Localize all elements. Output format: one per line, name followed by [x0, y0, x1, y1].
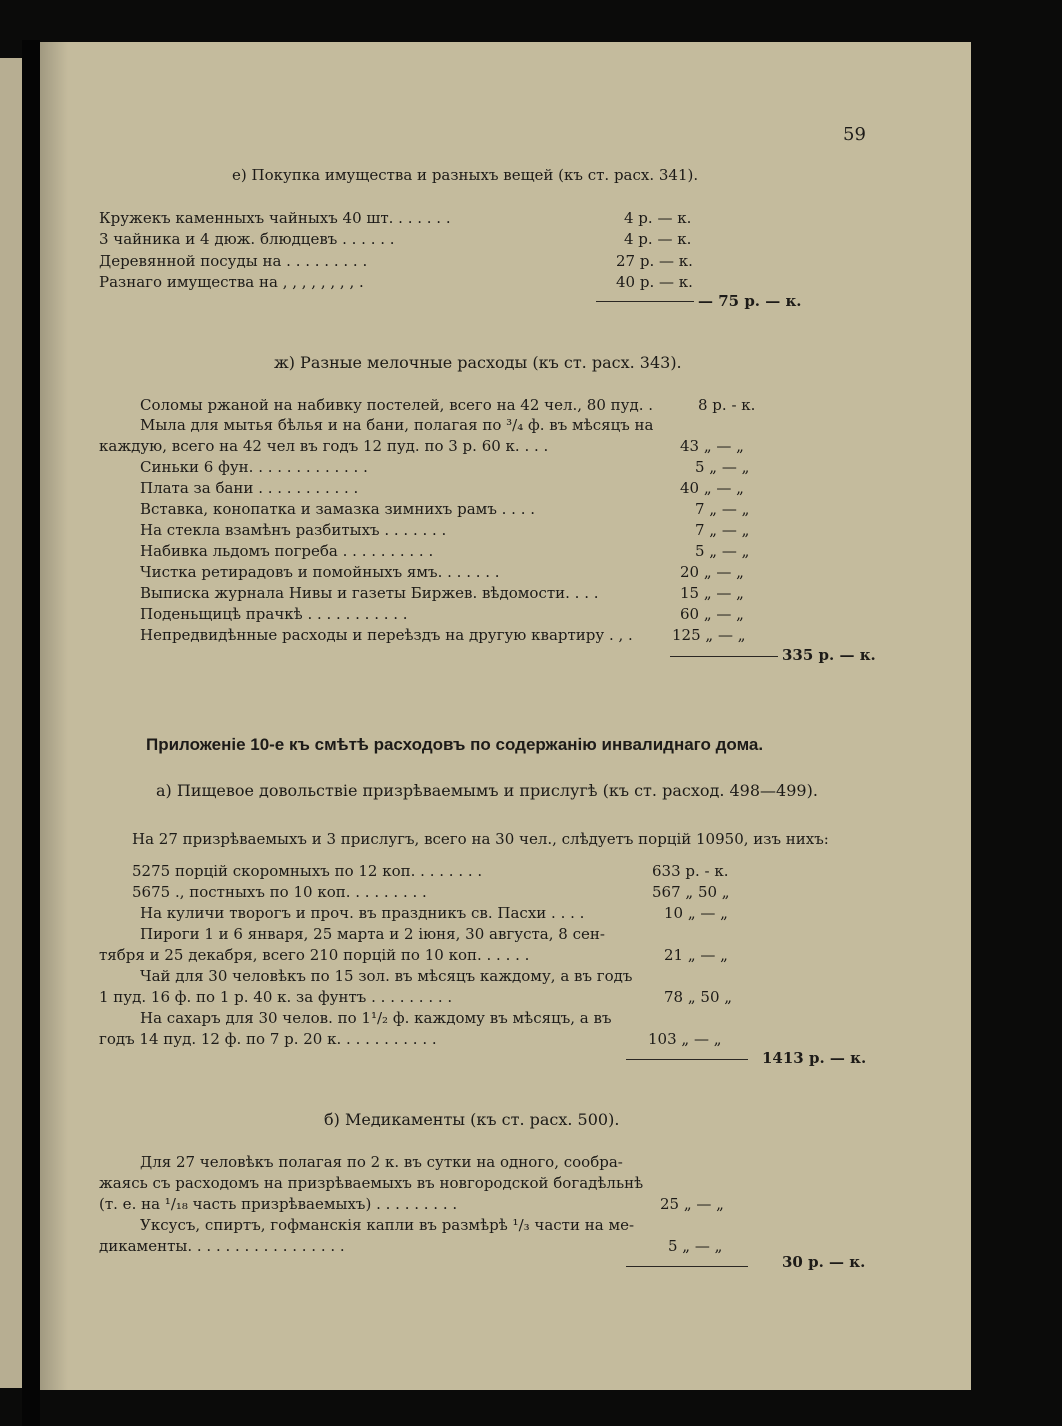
section-zh-line-label: Соломы ржаной на набивку постелей, всего на 42 чел., 80 пуд. . — [140, 396, 654, 414]
section-b-line-label: дикаменты. . . . . . . . . . . . . . . . . — [99, 1237, 345, 1255]
section-a-line-amount: 21 „ — „ — [664, 946, 728, 964]
section-a-intro: На 27 призрѣваемыхъ и 3 прислугъ, всего на 30 чел., слѣдуетъ порцій 10950, изъ нихъ: — [132, 830, 829, 848]
section-a-line-label: годъ 14 пуд. 12 ф. по 7 р. 20 к. . . . . . . . . . . — [99, 1030, 437, 1048]
facing-page-edge — [0, 58, 22, 1388]
section-zh-line-label: Мыла для мытья бѣлья и на бани, полагая по ³/₄ ф. въ мѣсяцъ на — [140, 416, 654, 434]
section-a-line-amount: 633 р. - к. — [652, 862, 729, 880]
section-zh-line-label: На стекла взамѣнъ разбитыхъ . . . . . . . — [140, 521, 447, 539]
section-e-item-label: 3 чайника и 4 дюж. блюдцевъ . . . . . . — [99, 230, 395, 248]
section-zh-line-label: каждую, всего на 42 чел въ годъ 12 пуд. по 3 р. 60 к. . . . — [99, 437, 549, 455]
section-b-sum-rule — [626, 1266, 748, 1267]
section-e-item-amount: 40 р. — к. — [616, 273, 693, 291]
section-zh-sum-rule — [670, 656, 778, 657]
section-a-line-label: тября и 25 декабря, всего 210 порцій по 10 коп. . . . . . — [99, 946, 530, 964]
section-zh-total: 335 р. — к. — [782, 646, 876, 664]
section-zh-line-label: Набивка льдомъ погреба . . . . . . . . . . — [140, 542, 434, 560]
section-zh-line-amount: 7 „ — „ — [695, 521, 750, 539]
section-e-sum-rule — [596, 301, 694, 302]
section-zh-line-label: Выписка журнала Нивы и газеты Биржев. вѣдомости. . . . — [140, 584, 599, 602]
page-number: 59 — [843, 124, 866, 145]
section-a-line-label: На сахаръ для 30 челов. по 1¹/₂ ф. каждому въ мѣсяцъ, а въ — [140, 1009, 612, 1027]
section-zh-line-label: Непредвидѣнные расходы и переѣздъ на другую квартиру . , . — [140, 626, 633, 644]
section-zh-line-amount: 15 „ — „ — [680, 584, 744, 602]
section-a-line-label: 5675 ., постныхъ по 10 коп. . . . . . . . . — [132, 883, 427, 901]
section-e-heading: е) Покупка имущества и разныхъ вещей (къ ст. расх. 341). — [232, 166, 699, 184]
section-b-line-label: Для 27 человѣкъ полагая по 2 к. въ сутки на одного, сообра- — [140, 1153, 623, 1171]
section-b-total: 30 р. — к. — [782, 1253, 866, 1271]
section-e-item-amount: 27 р. — к. — [616, 252, 693, 270]
section-zh-line-amount: 20 „ — „ — [680, 563, 744, 581]
section-b-line-amount: 25 „ — „ — [660, 1195, 724, 1213]
section-zh-heading: ж) Разные мелочные расходы (къ ст. расх. 343). — [274, 353, 682, 372]
section-e-item-amount: 4 р. — к. — [624, 230, 692, 248]
appendix-heading: Приложеніе 10-е къ смѣтѣ расходовъ по содержанію инвалиднаго дома. — [146, 735, 764, 754]
section-e-item-amount: 4 р. — к. — [624, 209, 692, 227]
section-zh-line-label: Вставка, конопатка и замазка зимнихъ рамъ . . . . — [140, 500, 536, 518]
section-b-line-amount: 5 „ — „ — [668, 1237, 723, 1255]
book-page — [40, 42, 971, 1390]
section-b-line-label: жаясь съ расходомъ на призрѣваемыхъ въ новгородской богадѣльнѣ — [99, 1174, 644, 1192]
section-zh-line-amount: 8 р. - к. — [698, 396, 756, 414]
section-e-item-label: Кружекъ каменныхъ чайныхъ 40 шт. . . . . . . — [99, 209, 451, 227]
section-a-line-label: 1 пуд. 16 ф. по 1 р. 40 к. за фунтъ . . . . . . . . . — [99, 988, 453, 1006]
section-zh-line-amount: 7 „ — „ — [695, 500, 750, 518]
section-zh-line-amount: 43 „ — „ — [680, 437, 744, 455]
section-a-line-amount: 103 „ — „ — [648, 1030, 722, 1048]
section-e-total: — 75 р. — к. — [698, 292, 802, 310]
section-a-line-amount: 78 „ 50 „ — [664, 988, 733, 1006]
section-a-line-amount: 567 „ 50 „ — [652, 883, 730, 901]
section-a-line-label: На куличи творогъ и проч. въ праздникъ св. Пасхи . . . . — [140, 904, 585, 922]
section-zh-line-amount: 5 „ — „ — [695, 458, 750, 476]
section-zh-line-amount: 5 „ — „ — [695, 542, 750, 560]
section-zh-line-label: Поденьщицѣ прачкѣ . . . . . . . . . . . — [140, 605, 408, 623]
section-zh-line-label: Плата за бани . . . . . . . . . . . — [140, 479, 359, 497]
section-a-line-label: Чай для 30 человѣкъ по 15 зол. въ мѣсяцъ каждому, а въ годъ — [140, 967, 633, 985]
page-gutter-shadow — [40, 42, 68, 1390]
section-zh-line-label: Синьки 6 фун. . . . . . . . . . . . . — [140, 458, 368, 476]
section-a-line-label: Пироги 1 и 6 января, 25 марта и 2 іюня, 30 августа, 8 сен- — [140, 925, 605, 943]
section-zh-line-amount: 125 „ — „ — [672, 626, 746, 644]
section-e-item-label: Деревянной посуды на . . . . . . . . . — [99, 252, 368, 270]
section-zh-line-amount: 60 „ — „ — [680, 605, 744, 623]
section-zh-line-amount: 40 „ — „ — [680, 479, 744, 497]
section-a-line-label: 5275 порцій скоромныхъ по 12 коп. . . . . . . . — [132, 862, 483, 880]
section-b-line-label: (т. е. на ¹/₁₈ часть призрѣваемыхъ) . . . . . . . . . — [99, 1195, 458, 1213]
section-a-heading: а) Пищевое довольствіе призрѣваемымъ и прислугѣ (къ ст. расход. 498—499). — [156, 781, 818, 800]
section-a-sum-rule — [626, 1059, 748, 1060]
section-zh-line-label: Чистка ретирадовъ и помойныхъ ямъ. . . . . . . — [140, 563, 500, 581]
section-b-line-label: Уксусъ, спиртъ, гофманскія капли въ размѣрѣ ¹/₃ части на ме- — [140, 1216, 635, 1234]
section-a-line-amount: 10 „ — „ — [664, 904, 728, 922]
section-e-item-label: Разнаго имущества на , , , , , , , , . — [99, 273, 364, 291]
section-a-total: 1413 р. — к. — [762, 1049, 867, 1067]
book-spine — [22, 40, 40, 1426]
section-b-heading: б) Медикаменты (къ ст. расх. 500). — [324, 1110, 620, 1129]
